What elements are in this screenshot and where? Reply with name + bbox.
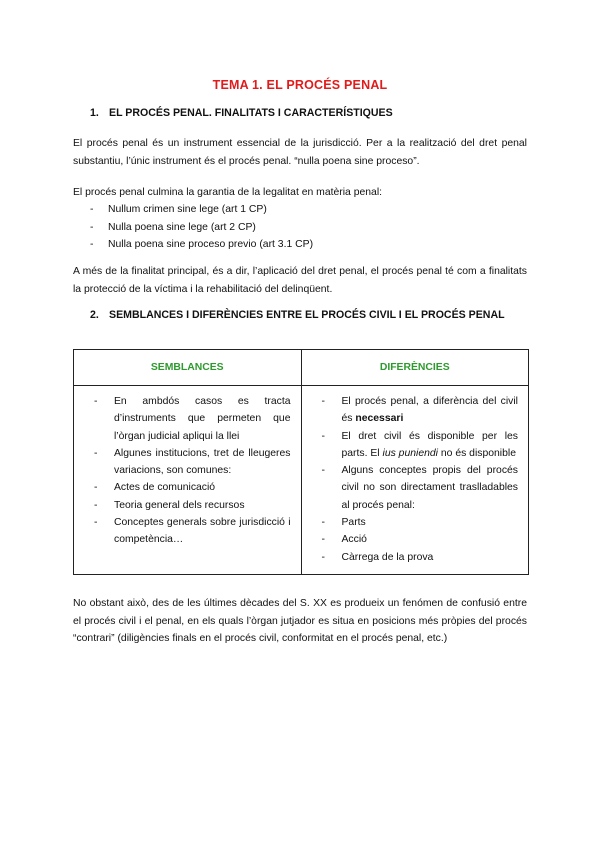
section-2-closing-paragraph: No obstant això, des de les últimes dècades del S. XX es produeix un fenómen de confusió entre el procés civil i el penal, en els quals l’òrgan jutjador es situa en posicions més pròpies del procés “contrari” (diligències finals en el procés civil, conformitat en el procés penal, etc.) [73, 598, 527, 644]
semblances-header: SEMBLANCES [74, 350, 302, 386]
list-item [322, 393, 519, 428]
diferencies-list [322, 393, 519, 566]
diff-2-pre: El dret civil és disponible per les parts. El [341, 430, 518, 459]
diff-2-italic: ius puniendi [382, 447, 438, 459]
document-title: TEMA 1. EL PROCÉS PENAL [212, 78, 388, 92]
section-1-paragraph-1: El procés penal és un instrument essencial de la jurisdicció. Per a la realització del dret penal substantiu, l’únic instrument és el procés penal. “nulla poena sine proceso”. [73, 138, 527, 167]
diferencies-cell [301, 386, 529, 575]
section-1-number: 1. [90, 107, 99, 119]
list-item: - Alguns conceptes propis del procés civil no son directament traslladables al procés penal: [322, 462, 519, 514]
list-item: - Nulla poena sine proceso previo (art 3.1 CP) [90, 236, 313, 254]
section-2-title: SEMBLANCES I DIFERÈNCIES ENTRE EL PROCÉS CIVIL I EL PROCÉS PENAL [109, 309, 505, 321]
list-item: - Parts [322, 514, 519, 531]
list-item: - Acció [322, 531, 519, 548]
diferencies-header: DIFERÈNCIES [301, 350, 529, 386]
section-1-paragraph-3: A més de la finalitat principal, és a dir, l’aplicació del dret penal, el procés penal té com a finalitats la protecció de la víctima i la rehabilitació del delinqüent. [73, 266, 527, 295]
section-1-heading [90, 107, 393, 119]
list-item: - En ambdós casos es tracta d’instruments que permeten que l’òrgan judicial apliqui la llei [94, 393, 291, 445]
diff-2-post: no és disponible [440, 447, 516, 459]
section-1-paragraph-2: El procés penal culmina la garantia de la legalitat en matèria penal: [73, 187, 383, 198]
list-item: - Actes de comunicació [94, 479, 291, 496]
section-2-number: 2. [90, 309, 99, 321]
section-2-heading [90, 309, 505, 321]
diff-1-bold: necessari [355, 413, 404, 425]
list-item: - Teoria general dels recursos [94, 497, 291, 514]
list-item: - Càrrega de la prova [322, 549, 519, 566]
legality-principles-list [90, 201, 313, 254]
list-item [322, 428, 519, 463]
list-item: - Conceptes generals sobre jurisdicció i competència… [94, 514, 291, 549]
section-1-title: EL PROCÉS PENAL. FINALITATS I CARACTERÍSTIQUES [109, 107, 393, 119]
semblances-list [94, 393, 291, 549]
list-item: - Nulla poena sine lege (art 2 CP) [90, 219, 313, 237]
diff-1-text: El procés penal, a diferència del civil és [341, 396, 518, 425]
list-item: - Nullum crimen sine lege (art 1 CP) [90, 201, 313, 219]
comparison-table [73, 349, 529, 575]
list-item: - Algunes institucions, tret de lleugeres variacions, son comunes: [94, 445, 291, 480]
semblances-cell [74, 386, 302, 575]
